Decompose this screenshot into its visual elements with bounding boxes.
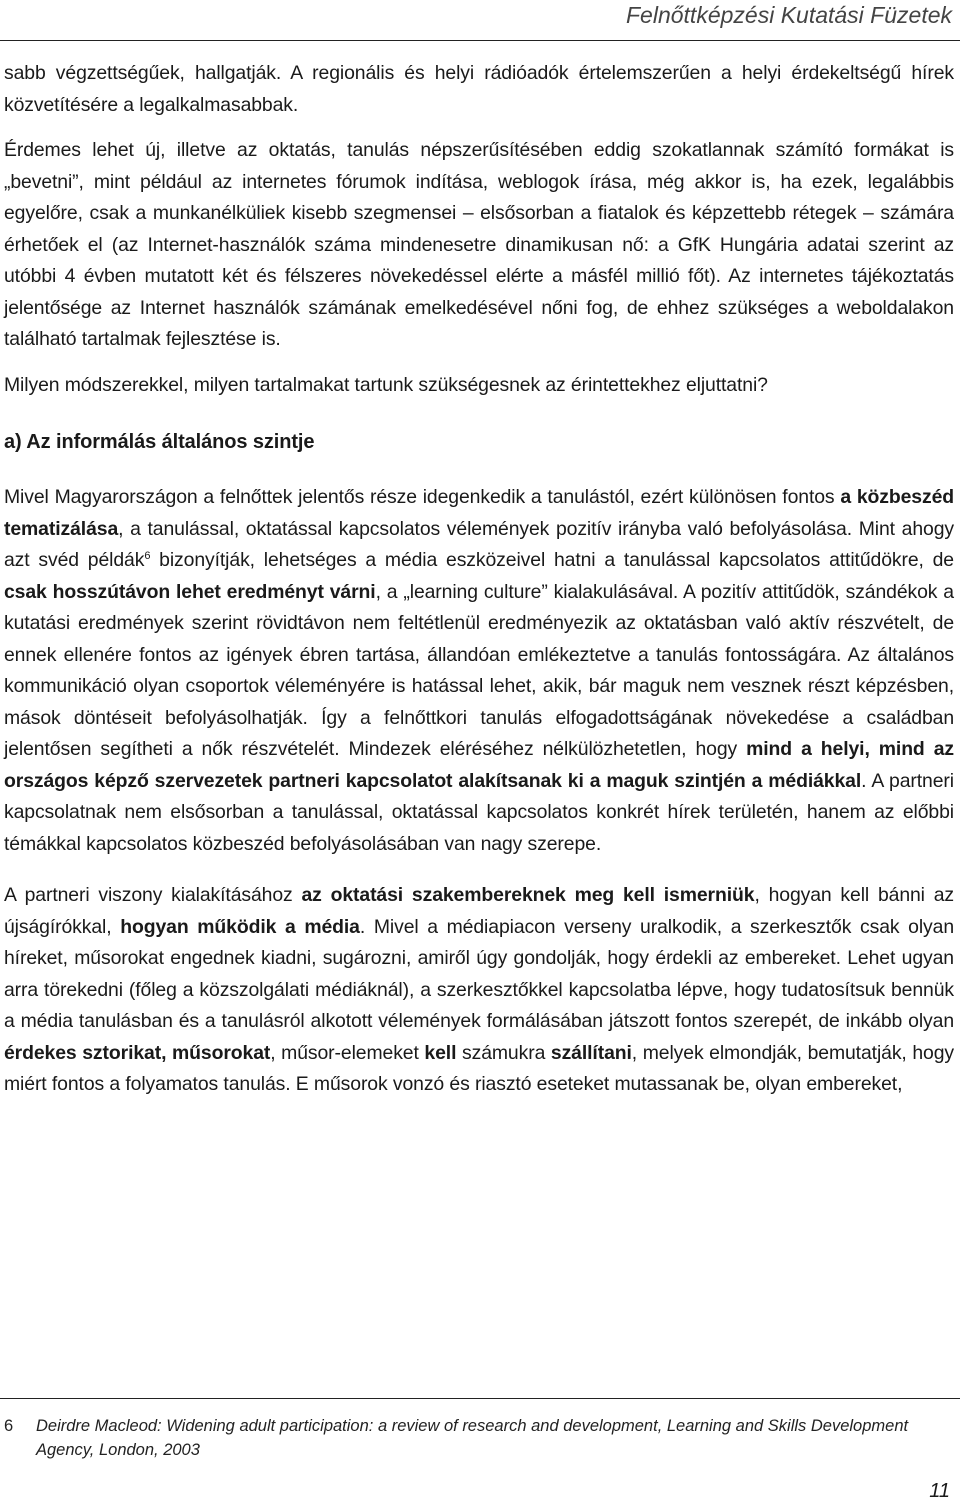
footnote-number: 6 [4,1417,14,1435]
text-run: Milyen módszerekkel, milyen tartalmakat tartunk szükségesnek az érintettekhez eljuttatni? [4,373,768,396]
bold-run: csak hosszútávon lehet eredményt várni [4,580,376,603]
text-run: . Mivel a médiapiacon verseny uralkodik, a szerkesztők csak olyan híreket, műsorokat engednek kiadni, sugározni, amiről úgy gondolják, hogy érdekli az embereket. Lehet ugyan arra törekedni (főleg a közszolgálati médiáknál), a szerkesztőkkel kapcsolatba lépve, hogy tudatosítsuk bennük a média tanulásban és a tanulásról alkotott vélemények formálásában játszott fontos szerepét, de inkább olyan [4,915,955,1032]
footnote-text: Deirdre Macleod: Widening adult participation: a review of research and development, Learning and Skills Development Agency, London, 2003 [36,1417,909,1459]
text-run: , a „learning culture” kialakulásával. A pozitív attitűdök, szándékok a kutatási eredmények szerint rövidtávon nem feltétlenül eredményezik az oktatásban való aktív részvételt, de ennek ellenére fontos az igények ébren tartása, állandóan emlékeztetve a tanulás fontosságára. Az általános kommunikáció olyan csoportok véleményére is hatással lehet, akik, bár maguk nem vesznek részt képzésben, mások döntéseit befolyásolhatják. Így a felnőttkori tanulás elfogadottságának növekedése a családban jelentősen segítheti a nők részvételét. Mindezek eléréséhez nélkülözhetetlen, hogy [4,580,954,760]
paragraph-4 [4,880,954,1101]
text-run: sabb végzettségűek, hallgatják. A regionális és helyi rádióadók értelemszerűen a helyi érdekeltségű hírek közvetítésére a legalkalmasabbak. [4,62,954,116]
section-heading: a) Az informálás általános szintje [4,431,315,453]
text-run: A partneri viszony kialakításához [4,884,302,906]
text-run: , hogyan kell bánni az újságírókkal, [4,884,955,938]
bold-run: mind a helyi, mind az országos képző szervezetek partneri kapcsolatot alakítsanak ki a maguk szintjén a médiákkal [4,738,954,792]
bold-run: szállítani [550,1041,632,1064]
text-run: Mivel Magyarországon a felnőttek jelentős része idegenkedik a tanulástól, ezért különösen fontos [4,486,841,508]
bold-run: a közbeszéd tematizálása [4,486,955,540]
text-run: , a tanulással, oktatással kapcsolatos vélemények pozitív irányba való befolyásolása. Mint ahogy azt svéd példák [4,517,954,571]
text-run: számukra [456,1041,551,1064]
header-rule [0,40,960,41]
paragraph-1 [4,58,954,121]
question-paragraph [4,370,954,402]
paragraph-3 [4,482,954,860]
bold-run: kell [424,1041,457,1064]
text-run: , műsor-elemeket [270,1041,425,1064]
text-run: bizonyítják, lehetséges a média eszközeivel hatni a tanulással kapcsolatos attitűdökre, de [150,549,954,571]
text-run: Érdemes lehet új, illetve az oktatás, tanulás népszerűsítésében eddig szokatlannak számító formákat is „bevetni”, mint például az internetes fórumok indítása, weblogok írása, még akkor is, ha ezek, legalábbis egyelőre, csak a munkanélküliek kisebb szegmensei – elsősorban a fiatalok és képzettebb rétegek – számára érhetőek el (az Internet-használók száma mindenesetre dinamikusan nő: a GfK Hungária adatai szerint az utóbbi 4 évben mutatott két és félszeres növekedéssel elérte a másfél millió főt). Az internetes tájékoztatás jelentősége az Internet használók számának emelkedésével nőni fog, de ehhez szükséges a weboldalakon található tartalmak fejlesztése is. [4,139,954,350]
footnote-ref: 6 [144,550,151,562]
bold-run: az oktatási szakembereknek meg kell ismerniük [301,884,755,906]
footnote-rule [0,1398,960,1399]
main-text [4,58,954,1101]
text-run: , melyek elmondják, bemutatják, hogy miért fontos a folyamatos tanulás. E műsorok vonzó és riasztó eseteket mutassanak be, olyan embereket, [4,1041,954,1095]
bold-run: érdekes sztorikat, műsorokat [4,1041,271,1064]
paragraph-2 [4,135,954,356]
bold-run: hogyan működik a média [120,915,360,938]
text-run: . A partneri kapcsolatnak nem elsősorban a tanulással, oktatással kapcsolatos konkrét hírek területén, hanem az előbbi témákkal kapcsolatos közbeszéd befolyásolásában van nagy szerepe. [4,769,954,855]
page-number: 11 [929,1480,950,1502]
running-title: Felnőttképzési Kutatási Füzetek [626,2,952,28]
